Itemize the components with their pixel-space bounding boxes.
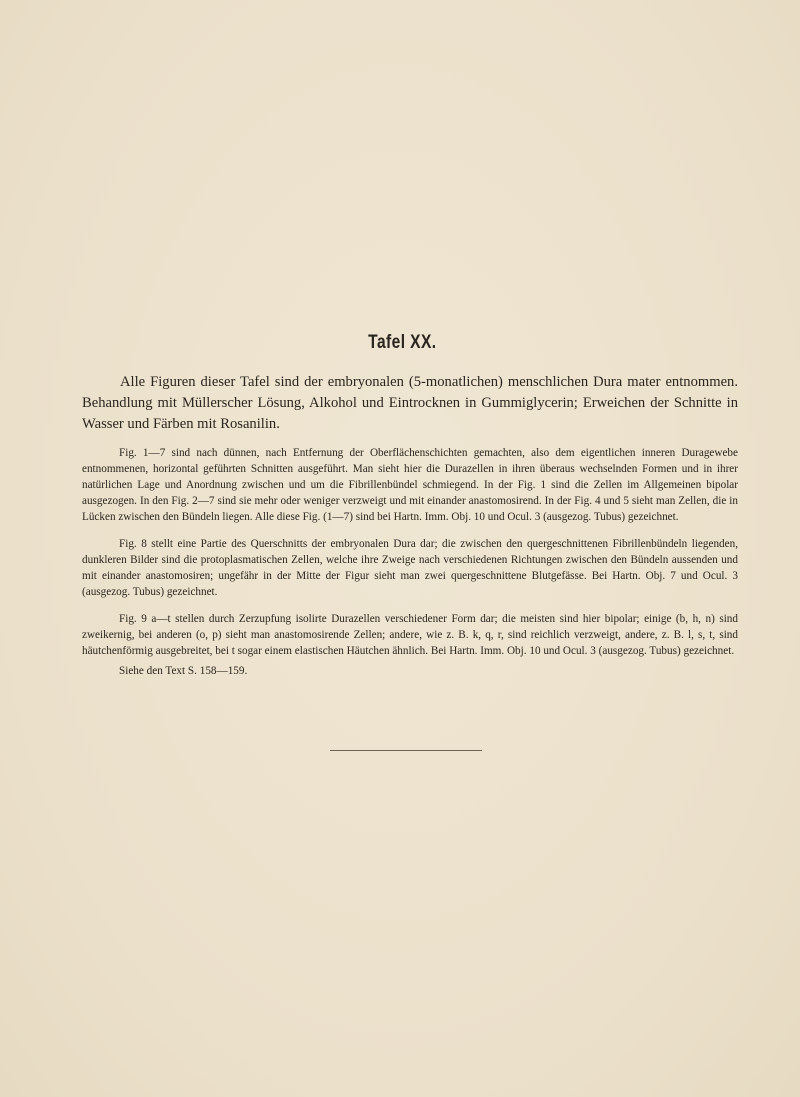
fig-8-description: Fig. 8 stellt eine Partie des Querschnitts der embryonalen Dura dar; die zwischen den quergeschnittenen Fibrillenbündeln liegenden, dunkleren Bilder sind die protoplasmatischen Zellen, welche ihre Zweige nach verschiedenen Richtungen zwischen den Bündeln aussenden und mit einander anastomosiren; ungefähr in der Mitte der Figur sieht man zwei quergeschnittene Blutgefässe. Bei Hartn. Obj. 7 und Ocul. 3 (ausgezog. Tubus) gezeichnet. bbox=[82, 538, 738, 598]
fig-1-7-description: Fig. 1—7 sind nach dünnen, nach Entfernung der Oberflächenschichten gemachten, also dem eigentlichen inneren Duragewebe entnommenen, horizontal geführten Schnitten ausgeführt. Man sieht hier die Durazellen in ihren überaus wechselnden Formen und in ihrer natürlichen Lage und Anordnung zwischen und um die Fibrillenbündel schmiegend. In der Fig. 1 sind die Zellen im Allgemeinen bipolar ausgezogen. In den Fig. 2—7 sind sie mehr oder weniger verzweigt und mit einander anastomosirend. In der Fig. 4 und 5 sieht man Zellen, die in Lücken zwischen den Bündeln liegen. Alle diese Fig. (1—7) sind bei Hartn. Imm. Obj. 10 und Ocul. 3 (ausgezog. Tubus) gezeichnet. bbox=[82, 447, 738, 523]
figure-descriptions bbox=[82, 445, 738, 690]
fig-9-description: Fig. 9 a—t stellen durch Zerzupfung isolirte Durazellen verschiedener Form dar; die meisten sind hier bipolar; einige (b, h, n) sind zweikernig, bei anderen (o, p) sieht man anastomosirende Zellen; andere, wie z. B. k, q, r, sind reichlich verzweigt, andere, z. B. l, s, t, sind häutchenförmig ausgebreitet, bei t sogar einem elastischen Häutchen ähnlich. Bei Hartn. Imm. Obj. 10 und Ocul. 3 (ausgezog. Tubus) gezeichnet. bbox=[82, 613, 738, 657]
text-reference: Siehe den Text S. 158—159. bbox=[119, 665, 248, 677]
intro-paragraph: Alle Figuren dieser Tafel sind der embryonalen (5-monatlichen) menschlichen Dura mater entnommen. Behandlung mit Müllerscher Lösung, Alkohol und Eintrocknen in Gummiglycerin; Erweichen der Schnitte in Wasser und Färben mit Rosanilin. bbox=[82, 374, 738, 432]
plate-title: Tafel XX. bbox=[368, 332, 437, 353]
divider-rule bbox=[330, 750, 482, 751]
